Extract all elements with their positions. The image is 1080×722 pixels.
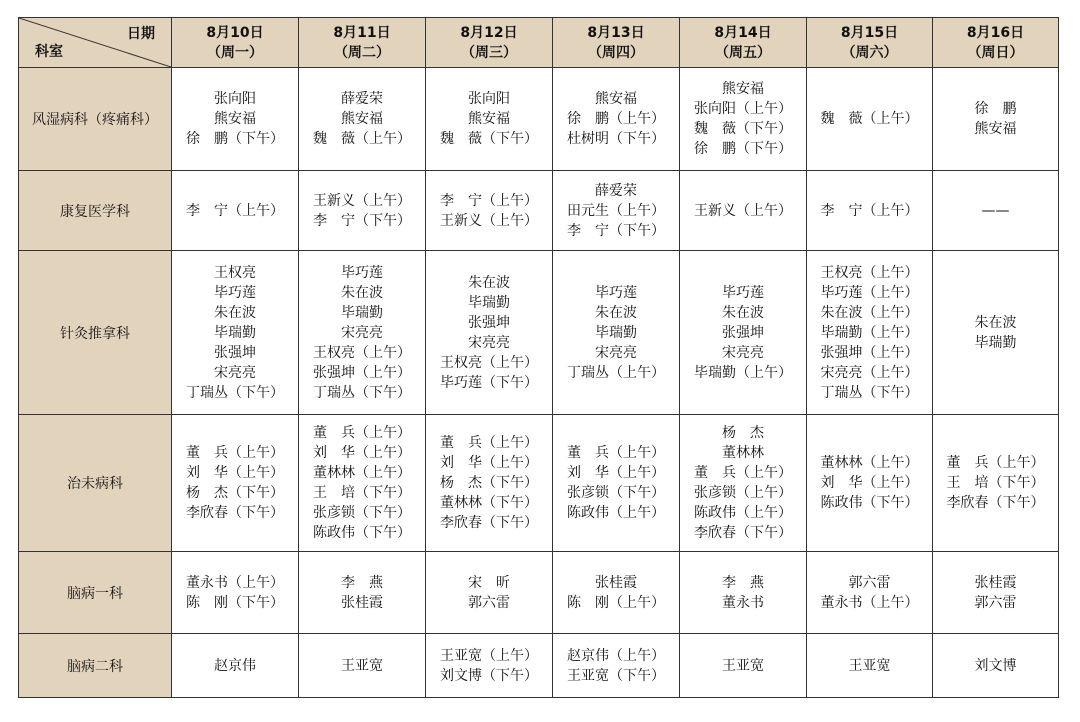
doctor-entry: 魏 薇（上午） [820,111,919,127]
cell-lines [933,573,1058,613]
doctor-entry: 刘文博（下午） [440,667,538,684]
doctor-entry: 郭六雷 [848,574,891,591]
cell-lines [933,313,1058,353]
doctor-entry: 陈政伟（上午） [694,505,792,521]
doctor-entry: 丁瑞丛（下午） [186,384,284,401]
doctor-entry: 赵京伟 [214,657,256,674]
doctor-entry: 毕瑞勤 [468,294,510,311]
doctor-entry: 王权亮（上午） [820,264,919,281]
day-date: 8月11日 [333,24,391,41]
doctor-entry: 魏 薇（上午） [313,131,411,147]
schedule-cell [553,415,680,552]
doctor-entry: 毕巧莲（上午） [820,284,919,301]
doctor-entry: 王亚宽 [341,657,383,674]
cell-lines [172,89,298,149]
schedule-cell [299,251,426,415]
doctor-entry: 朱在波 [468,274,510,291]
doctor-entry: 刘 华（上午） [567,465,665,481]
doctor-entry: 董林林（上午） [313,465,411,481]
schedule-cell [553,171,680,251]
day-header-4 [553,18,680,68]
cell-lines [172,201,298,221]
doctor-entry: 熊安福 [468,111,510,127]
doctor-entry: 毕瑞勤 [595,324,637,341]
doctor-entry: 陈政伟（下午） [820,495,919,511]
doctor-entry: 杜树明（下午） [567,131,665,147]
cell-lines [426,433,552,533]
cell-lines [553,89,679,149]
doctor-entry: 杨 杰（下午） [186,485,284,501]
corner-date-label: 日期 [127,26,155,42]
schedule-cell [553,634,680,698]
cell-lines [299,573,425,613]
cell-lines [426,573,552,613]
doctor-entry: 董林林（上午） [820,455,919,471]
doctor-entry: 陈 刚（上午） [567,594,665,611]
table-row [19,251,1059,415]
schedule-cell [172,634,299,698]
cell-lines [807,656,932,676]
doctor-entry: 李 宁（下午） [567,222,665,239]
schedule-cell [299,552,426,634]
cell-lines [933,656,1058,676]
doctor-entry: 熊安福 [595,91,637,107]
doctor-entry: 张向阳（上午） [694,101,792,117]
dept-name-cell: 针灸推拿科 [19,251,172,415]
doctor-entry: 董林林 [722,445,764,461]
day-weekday: （周三） [461,44,517,61]
doctor-entry: 李 燕 [341,574,383,591]
doctor-entry: 朱在波 [974,314,1017,331]
schedule-cell [553,552,680,634]
doctor-entry: 张强坤（上午） [820,344,919,361]
doctor-entry: 郭六雷 [468,594,510,611]
cell-lines [680,79,806,159]
doctor-entry: 徐 鹏（下午） [186,131,284,147]
doctor-entry: 董 兵（上午） [567,445,665,461]
doctor-entry: 张彦锁（上午） [694,485,792,501]
schedule-body [19,68,1059,698]
doctor-entry: 王权亮（上午） [313,344,411,361]
doctor-entry: 毕瑞勤（上午） [820,324,919,341]
doctor-entry: 熊安福 [974,121,1017,137]
cell-lines [553,573,679,613]
cell-lines [933,201,1058,221]
schedule-cell [680,171,807,251]
doctor-entry: 丁瑞丛（下午） [820,384,919,401]
doctor-entry: 陈 刚（下午） [186,594,284,611]
doctor-entry: 王新义（上午） [694,202,792,219]
table-row [19,171,1059,251]
schedule-cell [807,251,933,415]
doctor-entry: 董 兵（上午） [440,435,538,451]
doctor-entry: 熊安福 [722,81,764,97]
doctor-entry: —— [981,202,1010,219]
cell-lines [553,646,679,686]
doctor-entry: 魏 薇（下午） [440,131,538,147]
cell-lines [680,423,806,543]
doctor-entry: 毕瑞勤 [214,324,256,341]
schedule-cell [299,68,426,171]
doctor-entry: 毕巧莲 [214,284,256,301]
cell-lines [299,89,425,149]
cell-lines [299,423,425,543]
doctor-entry: 董 兵（上午） [186,445,284,461]
doctor-entry: 宋亮亮（上午） [820,364,919,381]
doctor-entry: 王权亮 [214,264,256,281]
doctor-entry: 李欣春（下午） [440,515,538,531]
doctor-entry: 李欣春（下午） [186,505,284,521]
doctor-entry: 毕巧莲 [595,284,637,301]
doctor-entry: 宋亮亮 [214,364,256,381]
schedule-cell [172,415,299,552]
doctor-entry: 张彦锁（下午） [313,505,411,521]
doctor-entry: 刘 华（上午） [313,445,411,461]
day-header-5 [680,18,807,68]
doctor-entry: 张强坤 [214,344,256,361]
cell-lines [172,573,298,613]
schedule-cell [426,171,553,251]
doctor-entry: 熊安福 [341,111,383,127]
doctor-entry: 朱在波（上午） [820,304,919,321]
doctor-entry: 董永书（上午） [820,594,919,611]
schedule-cell [172,171,299,251]
schedule-cell [680,415,807,552]
doctor-entry: 朱在波 [341,284,383,301]
table-row [19,634,1059,698]
corner-cell [19,18,172,68]
schedule-cell [172,552,299,634]
doctor-entry: 宋亮亮 [341,324,383,341]
day-weekday: （周日） [967,44,1024,61]
day-header-3 [426,18,553,68]
doctor-entry: 毕巧莲 [722,284,764,301]
day-date: 8月12日 [460,24,518,41]
doctor-entry: 丁瑞丛（上午） [567,364,665,381]
cell-lines [807,453,932,513]
doctor-entry: 董永书（上午） [186,574,284,591]
schedule-cell [426,634,553,698]
doctor-entry: 李 宁（下午） [313,212,411,229]
schedule-cell [680,251,807,415]
doctor-entry: 李 宁（上午） [186,202,284,219]
cell-lines [172,443,298,523]
doctor-entry: 李欣春（下午） [694,525,792,541]
corner-dept-label: 科室 [35,44,63,60]
doctor-entry: 张强坤 [722,324,764,341]
day-date: 8月14日 [714,24,772,41]
schedule-cell [933,552,1059,634]
doctor-entry: 刘文博 [974,657,1017,674]
doctor-entry: 陈政伟（上午） [567,505,665,521]
doctor-entry: 杨 杰（下午） [440,475,538,491]
doctor-entry: 王新义（上午） [313,192,411,209]
doctor-entry: 陈政伟（下午） [313,525,411,541]
cell-lines [172,263,298,403]
cell-lines [807,263,932,403]
dept-name-cell: 风湿病科（疼痛科） [19,68,172,171]
doctor-entry: 王 培（下午） [946,475,1045,491]
doctor-entry: 朱在波 [595,304,637,321]
doctor-entry: 刘 华（上午） [820,475,919,491]
doctor-entry: 张桂霞 [974,574,1017,591]
day-date: 8月16日 [966,24,1025,41]
doctor-entry: 赵京伟（上午） [567,647,665,664]
doctor-entry: 刘 华（上午） [186,465,284,481]
cell-lines [680,283,806,383]
day-weekday: （周六） [841,44,898,61]
doctor-entry: 宋亮亮 [468,334,510,351]
doctor-entry: 薛爱荣 [595,182,637,199]
schedule-cell [299,171,426,251]
doctor-entry: 王权亮（上午） [440,354,538,371]
cell-lines [299,656,425,676]
doctor-entry: 王亚宽（上午） [440,647,538,664]
day-header-6 [807,18,933,68]
doctor-entry: 李欣春（下午） [946,495,1045,511]
day-header-2 [299,18,426,68]
schedule-cell [807,171,933,251]
doctor-entry: 魏 薇（下午） [694,121,792,137]
doctor-entry: 刘 华（上午） [440,455,538,471]
schedule-cell [172,251,299,415]
table-row [19,415,1059,552]
doctor-entry: 徐 鹏（下午） [694,141,792,157]
cell-lines [299,263,425,403]
cell-lines [807,573,932,613]
doctor-entry: 毕瑞勤 [341,304,383,321]
cell-lines [680,573,806,613]
day-date: 8月10日 [206,24,264,41]
dept-name-cell: 康复医学科 [19,171,172,251]
schedule-cell [807,552,933,634]
day-header-7 [933,18,1059,68]
cell-lines [426,89,552,149]
schedule-cell [933,171,1059,251]
day-weekday: （周二） [334,44,390,61]
doctor-entry: 薛爱荣 [341,91,383,107]
schedule-cell [426,68,553,171]
doctor-entry: 董林林（下午） [440,495,538,511]
day-date: 8月15日 [840,24,899,41]
doctor-entry: 李 宁（上午） [440,192,538,209]
doctor-entry: 张向阳 [468,91,510,107]
doctor-entry: 丁瑞丛（下午） [313,384,411,401]
cell-lines [680,656,806,676]
day-header-1 [172,18,299,68]
doctor-entry: 董 兵（上午） [694,465,792,481]
doctor-entry: 熊安福 [214,111,256,127]
doctor-entry: 王亚宽（下午） [567,667,665,684]
schedule-table [18,17,1059,698]
doctor-entry: 毕瑞勤 [974,334,1017,351]
doctor-entry: 徐 鹏（上午） [567,111,665,127]
schedule-cell [807,68,933,171]
doctor-entry: 王新义（上午） [440,212,538,229]
dept-name-cell: 脑病二科 [19,634,172,698]
cell-lines [426,191,552,231]
cell-lines [426,273,552,393]
cell-lines [299,191,425,231]
schedule-cell [680,68,807,171]
cell-lines [807,201,932,221]
cell-lines [553,283,679,383]
doctor-entry: 张向阳 [214,91,256,107]
doctor-entry: 郭六雷 [974,594,1017,611]
table-row [19,552,1059,634]
doctor-entry: 朱在波 [214,304,256,321]
dept-name-cell: 治未病科 [19,415,172,552]
cell-lines [933,99,1058,139]
doctor-entry: 张桂霞 [341,594,383,611]
day-date: 8月13日 [587,24,645,41]
cell-lines [553,443,679,523]
schedule-cell [299,634,426,698]
cell-lines [172,656,298,676]
doctor-entry: 王亚宽 [722,657,764,674]
schedule-cell [426,552,553,634]
doctor-entry: 张强坤（上午） [313,364,411,381]
doctor-entry: 董 兵（上午） [313,425,411,441]
doctor-entry: 董 兵（上午） [946,455,1045,471]
cell-lines [807,109,932,129]
doctor-entry: 李 宁（上午） [820,202,919,219]
schedule-cell [680,552,807,634]
schedule-cell [933,68,1059,171]
doctor-entry: 张桂霞 [595,574,637,591]
doctor-entry: 王 培（下午） [313,485,411,501]
schedule-cell [807,415,933,552]
doctor-entry: 毕巧莲 [341,264,383,281]
doctor-entry: 田元生（上午） [567,202,665,219]
doctor-entry: 张彦锁（下午） [567,485,665,501]
table-row [19,68,1059,171]
doctor-entry: 王亚宽 [848,657,891,674]
cell-lines [680,201,806,221]
doctor-entry: 宋亮亮 [595,344,637,361]
doctor-entry: 朱在波 [722,304,764,321]
doctor-entry: 徐 鹏 [974,101,1017,117]
doctor-entry: 毕瑞勤（上午） [694,364,792,381]
doctor-entry: 董永书 [722,594,764,611]
schedule-cell [680,634,807,698]
header-row [19,18,1059,68]
schedule-cell [807,634,933,698]
doctor-entry: 杨 杰 [722,425,764,441]
schedule-cell [933,415,1059,552]
doctor-entry: 李 燕 [722,574,764,591]
cell-lines [426,646,552,686]
day-weekday: （周一） [207,44,263,61]
schedule-cell [933,251,1059,415]
schedule-cell [553,68,680,171]
day-weekday: （周五） [715,44,771,61]
schedule-cell [172,68,299,171]
doctor-entry: 毕巧莲（下午） [440,374,538,391]
cell-lines [553,181,679,241]
schedule-cell [933,634,1059,698]
doctor-entry: 宋 昕 [468,574,510,591]
dept-name-cell: 脑病一科 [19,552,172,634]
cell-lines [933,453,1058,513]
schedule-cell [426,251,553,415]
schedule-cell [299,415,426,552]
schedule-cell [426,415,553,552]
schedule-cell [553,251,680,415]
doctor-entry: 张强坤 [468,314,510,331]
day-weekday: （周四） [588,44,644,61]
doctor-entry: 宋亮亮 [722,344,764,361]
